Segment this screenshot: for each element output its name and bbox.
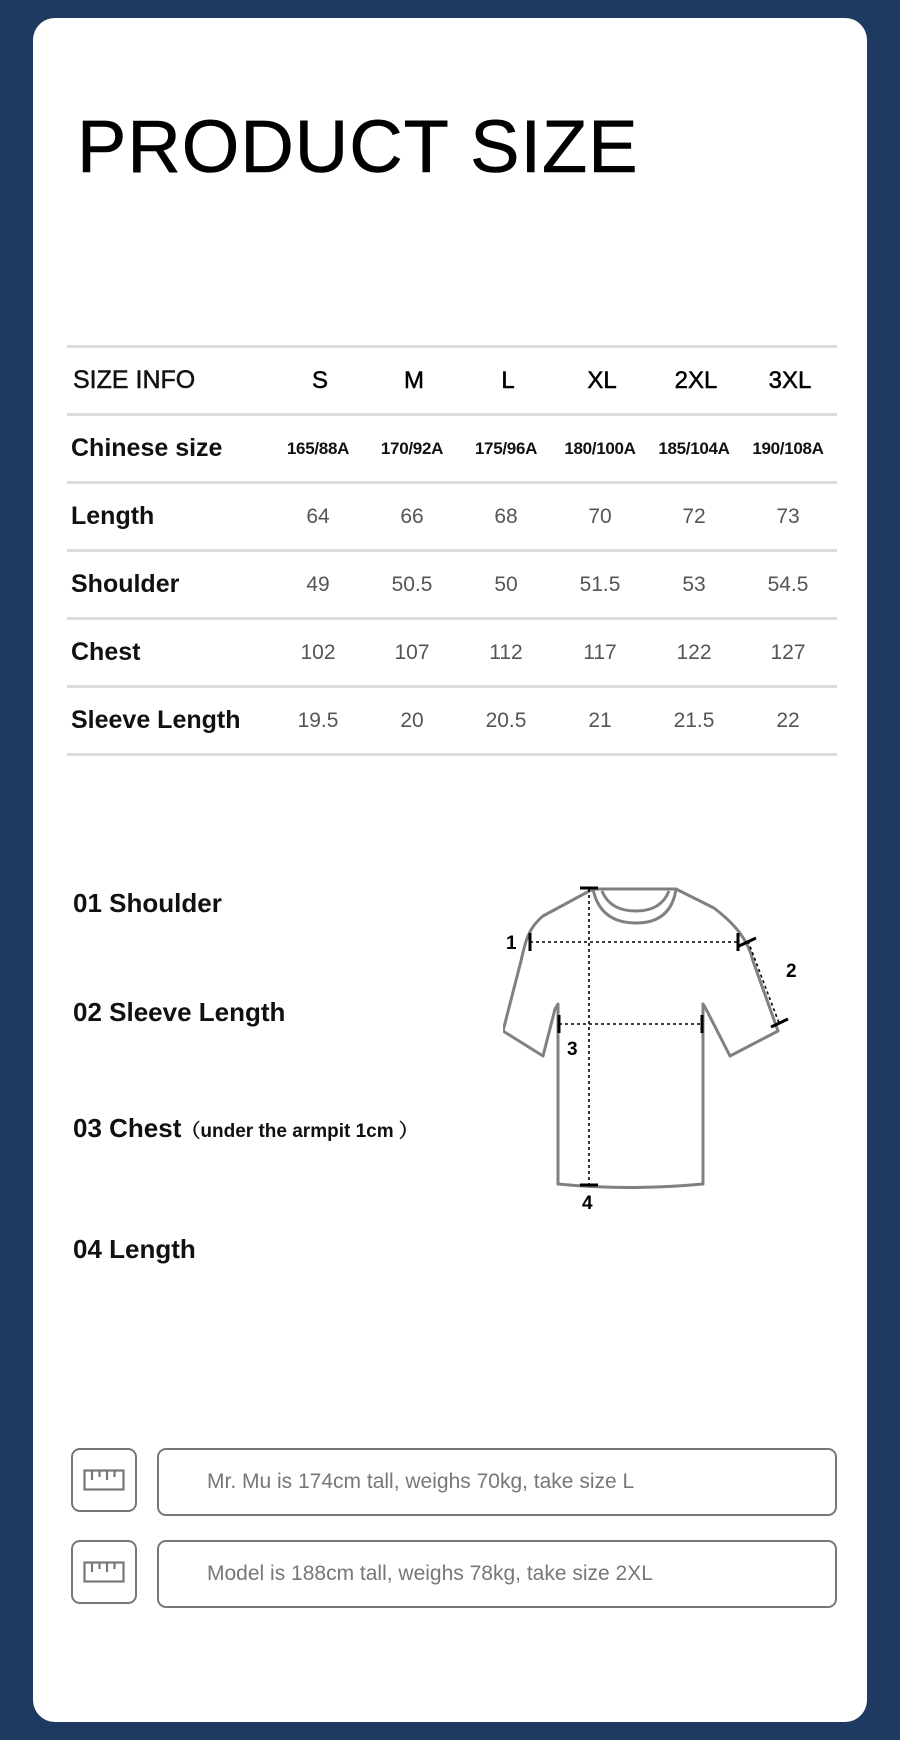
table-cell: 190/108A <box>752 438 824 458</box>
marker-4-label: 4 <box>582 1193 593 1213</box>
marker-1-label: 1 <box>506 933 517 954</box>
ruler-icon <box>83 1561 125 1583</box>
row-label: Chinese size <box>71 434 223 462</box>
table-cell: 20 <box>400 708 424 732</box>
row-label: Shoulder <box>71 570 180 598</box>
table-cell: 64 <box>306 504 330 528</box>
table-row <box>67 484 837 552</box>
model-info-text: Mr. Mu is 174cm tall, weighs 70kg, take size L <box>157 1448 837 1516</box>
header-size: L <box>501 366 515 394</box>
table-cell: 122 <box>676 640 712 664</box>
legend-length: 04 Length <box>73 1234 196 1264</box>
header-size: M <box>404 366 424 394</box>
header-label: SIZE INFO <box>73 366 196 394</box>
tshirt-measurement-diagram <box>503 868 833 1213</box>
table-cell: 72 <box>682 504 706 528</box>
table-row <box>67 688 837 756</box>
sleeve-measure-line <box>748 941 779 1023</box>
measure-ticks <box>530 888 788 1185</box>
table-cell: 50 <box>494 572 518 596</box>
legend-chest-note: （under the armpit 1cm ） <box>181 1121 418 1142</box>
header-size: S <box>311 366 328 394</box>
ruler-icon <box>83 1469 125 1491</box>
legend-sleeve-length: 02 Sleeve Length <box>73 997 286 1027</box>
table-cell: 21 <box>588 708 612 732</box>
size-table <box>67 345 837 756</box>
table-cell: 19.5 <box>297 708 339 732</box>
table-cell: 54.5 <box>767 572 809 596</box>
row-label: Sleeve Length <box>71 706 241 734</box>
table-cell: 165/88A <box>286 438 350 458</box>
table-cell: 21.5 <box>673 708 715 732</box>
legend-chest <box>73 1113 418 1144</box>
table-cell: 185/104A <box>658 438 730 458</box>
marker-2-label: 2 <box>786 961 797 982</box>
table-cell: 49 <box>306 572 330 596</box>
legend-shoulder: 01 Shoulder <box>73 888 222 918</box>
table-cell: 180/100A <box>564 438 636 458</box>
table-cell: 107 <box>394 640 430 664</box>
model-info-text: Model is 188cm tall, weighs 78kg, take size 2XL <box>157 1540 837 1608</box>
model-info-row <box>71 1448 837 1516</box>
marker-3-label: 3 <box>567 1039 578 1060</box>
table-cell: 127 <box>770 640 806 664</box>
ruler-icon-box <box>71 1540 137 1604</box>
table-cell: 22 <box>776 708 800 732</box>
header-size: 3XL <box>768 366 812 394</box>
size-chart-card <box>33 18 867 1722</box>
table-cell: 112 <box>489 640 523 664</box>
table-cell: 20.5 <box>485 708 527 732</box>
header-size: XL <box>587 366 617 394</box>
table-cell: 175/96A <box>474 438 538 458</box>
legend-chest-label: 03 Chest <box>73 1113 182 1143</box>
table-cell: 53 <box>682 572 706 596</box>
table-cell: 73 <box>776 504 800 528</box>
table-cell: 66 <box>400 504 424 528</box>
table-cell: 170/92A <box>380 438 444 458</box>
table-cell: 117 <box>583 640 617 664</box>
model-info-row <box>71 1540 837 1608</box>
table-cell: 70 <box>588 504 612 528</box>
table-row <box>67 620 837 688</box>
row-label: Length <box>71 502 155 530</box>
table-cell: 102 <box>300 640 336 664</box>
table-cell: 51.5 <box>579 572 621 596</box>
table-row <box>67 552 837 620</box>
header-size: 2XL <box>674 366 718 394</box>
row-label: Chest <box>71 638 141 666</box>
table-row <box>67 416 837 484</box>
table-cell: 68 <box>494 504 518 528</box>
page-title: PRODUCT SIZE <box>77 105 639 188</box>
table-header-row <box>67 348 837 416</box>
table-cell: 50.5 <box>391 572 433 596</box>
ruler-icon-box <box>71 1448 137 1512</box>
